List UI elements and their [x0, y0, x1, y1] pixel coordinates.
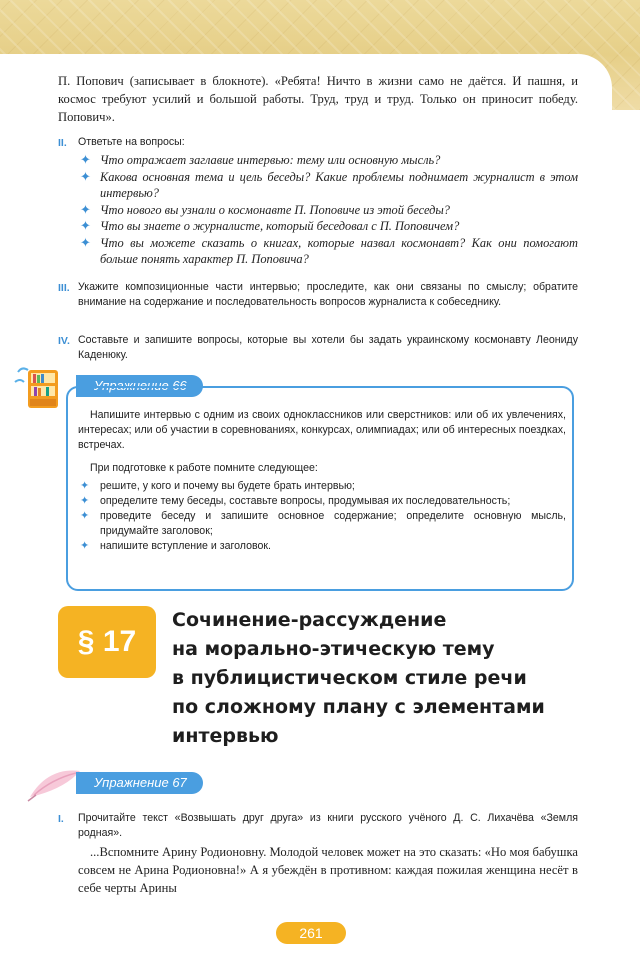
- question-text: Что отражает заглавие интервью: тему или основную мысль?: [100, 153, 441, 167]
- task-iii-text: Укажите композиционные части интервью; проследите, как они связаны по смыслу; обратите внимание на содержание и последовательность вопросов журналиста к собеседнику.: [78, 281, 578, 308]
- question-item: [78, 235, 578, 268]
- checklist-item: [78, 479, 566, 494]
- question-text: Что вы можете сказать о книгах, которые назвал космонавт? Как они помогают больше понять характер П. Поповича?: [100, 235, 578, 266]
- sparkle-bullet-icon: ✦: [80, 201, 91, 217]
- task-iv-text: Составьте и запишите вопросы, которые вы хотели бы задать украинскому космонавту Леониду Каденюку.: [78, 334, 578, 361]
- section-title: [172, 606, 592, 751]
- question-text: Что нового вы узнали о космонавте П. Поповиче из этой беседы?: [100, 202, 450, 217]
- task-ii-text: Ответьте на вопросы:: [78, 136, 185, 148]
- task-i-numeral: I.: [58, 813, 64, 825]
- exercise-66-checklist: [78, 479, 566, 554]
- sparkle-bullet-icon: ✦: [80, 495, 90, 507]
- checklist-text: решите, у кого и почему вы будете брать интервью;: [100, 480, 355, 492]
- sparkle-bullet-icon: ✦: [80, 510, 90, 522]
- checklist-text: определите тему беседы, составьте вопросы, продумывая их последовательность;: [100, 495, 511, 507]
- section-title-line: в публицистическом стиле речи: [172, 667, 527, 689]
- checklist-text: напишите вступление и заголовок.: [100, 540, 271, 552]
- bookshelf-icon: [12, 364, 66, 410]
- sparkle-bullet-icon: ✦: [80, 168, 91, 184]
- exercise-66-label: Упражнение 66: [76, 375, 203, 397]
- checklist-item: [78, 509, 566, 539]
- section-number-badge: § 17: [58, 606, 156, 678]
- exercise-67-label: Упражнение 67: [76, 772, 203, 794]
- interview-ending: П. Попович (записывает в блокноте). «Ребята! Ничто в жизни само не даётся. И пашня, и космос требуют усилий и большой работы. Труд, труд и труд. Только он приносит победу. Попович».: [58, 74, 578, 124]
- question-text: Какова основная тема и цель беседы? Какие проблемы поднимает журналист в этом интервью?: [100, 169, 578, 200]
- page-number: 261: [276, 922, 346, 944]
- exercise-66-instruction: Напишите интервью с одним из своих одноклассников или сверстников: или об их увлечениях, интересах; или об участии в соревнованиях, конкурсах, олимпиадах; или об интересных поездках, встречах.: [78, 409, 566, 451]
- section-title-line: интервью: [172, 725, 279, 747]
- checklist-text: проведите беседу и запишите основное содержание; определите основную мысль, придумайте заголовок;: [100, 510, 566, 537]
- sparkle-bullet-icon: ✦: [80, 540, 90, 552]
- likhachev-excerpt: ...Вспомните Арину Родионовну. Молодой человек может на это сказать: «Но моя бабушка совсем не Арина Родионовна!» А я убеждён в противном: каждая пожилая женщина несёт в себе черты Арины: [78, 845, 578, 895]
- task-iii-numeral: III.: [58, 282, 70, 294]
- section-title-line: на морально-этическую тему: [172, 638, 495, 660]
- question-item: [78, 152, 578, 169]
- task-iv-numeral: IV.: [58, 335, 70, 347]
- task-ii-numeral: II.: [58, 137, 67, 149]
- question-item: [78, 218, 578, 235]
- exercise-67-instruction: Прочитайте текст «Возвышать друг друга» из книги русского учёного Д. С. Лихачёва «Земля родная».: [78, 812, 578, 839]
- sparkle-bullet-icon: ✦: [80, 480, 90, 492]
- sparkle-bullet-icon: ✦: [80, 218, 91, 233]
- exercise-66-subheading: При подготовке к работе помните следующее:: [90, 462, 318, 474]
- sparkle-bullet-icon: ✦: [80, 152, 91, 167]
- question-list: [78, 152, 578, 268]
- checklist-item: [78, 539, 566, 554]
- question-item: [78, 202, 578, 219]
- question-text: Что вы знаете о журналисте, который беседовал с П. Поповичем?: [100, 219, 460, 233]
- section-title-line: по сложному плану с элементами: [172, 696, 545, 718]
- checklist-item: [78, 494, 566, 509]
- question-item: [78, 169, 578, 202]
- sparkle-bullet-icon: ✦: [80, 234, 91, 250]
- section-title-line: Сочинение-рассуждение: [172, 609, 447, 631]
